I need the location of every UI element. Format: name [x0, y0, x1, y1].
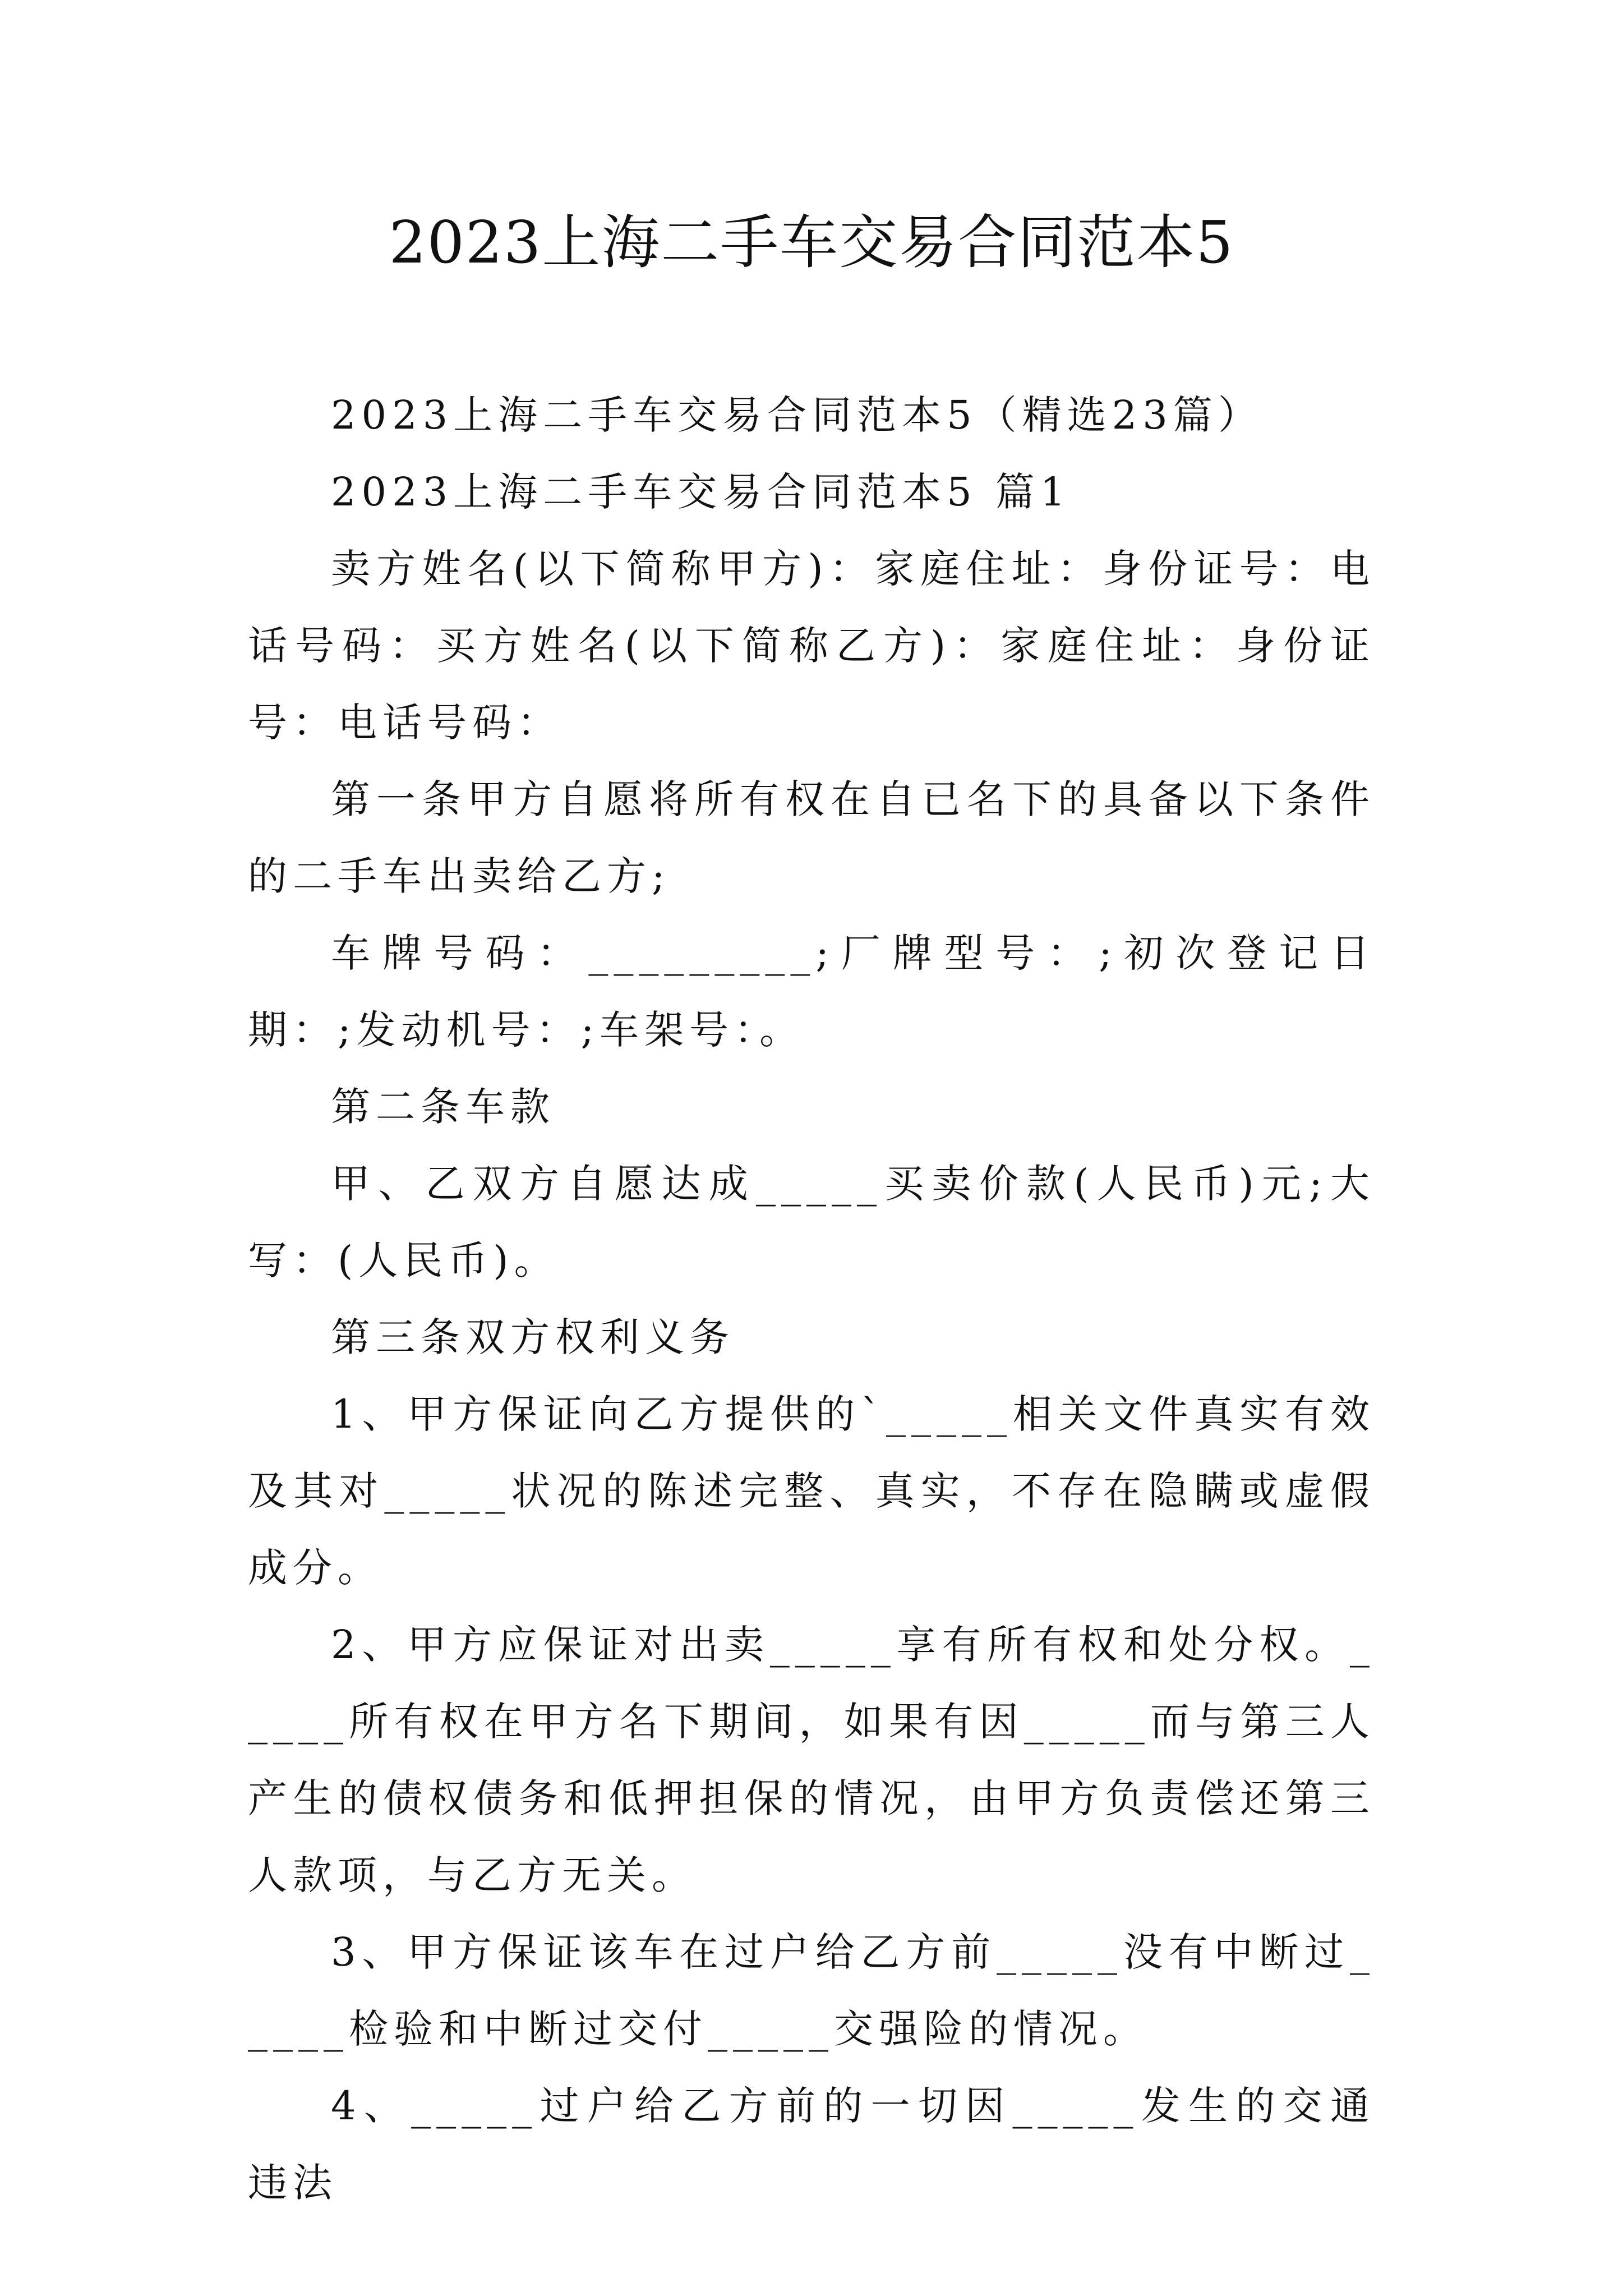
document-subtitle: 2023上海二手车交易合同范本5（精选23篇） — [331, 392, 1263, 438]
party-info-paragraph: 卖方姓名(以下简称甲方)：家庭住址：身份证号：电话号码：买方姓名(以下简称乙方)：家庭住址：身份证号：电话号码： — [248, 546, 1375, 746]
vehicle-info-paragraph: 车牌号码：_________;厂牌型号：;初次登记日期：;发动机号：;车架号：。 — [248, 930, 1375, 1053]
document-title: 2023上海二手车交易合同范本5 — [389, 208, 1234, 277]
price-paragraph: 甲、乙双方自愿达成_____买卖价款(人民币)元;大写：(人民币)。 — [248, 1161, 1375, 1283]
clause-3-paragraph: 3、甲方保证该车在过户给乙方前_____没有中断过_____检验和中断过交付_____交强险的情况。 — [248, 1929, 1375, 2052]
document-body — [248, 377, 1375, 2221]
article-two-heading: 第二条车款 — [331, 1084, 555, 1130]
clause-1-paragraph: 1、甲方保证向乙方提供的`_____相关文件真实有效及其对_____状况的陈述完整、真实，不存在隐瞒或虚假成分。 — [248, 1391, 1375, 1591]
article-three-heading: 第三条双方权利义务 — [331, 1314, 735, 1360]
clause-4-paragraph: 4、_____过户给乙方前的一切因_____发生的交通违法 — [248, 2083, 1375, 2206]
section-heading: 2023上海二手车交易合同范本5 篇1 — [331, 469, 1071, 515]
clause-2-paragraph: 2、甲方应保证对出卖_____享有所有权和处分权。_____所有权在甲方名下期间，如果有因_____而与第三人产生的债权债务和低押担保的情况，由甲方负责偿还第三人款项，与乙方无关。 — [248, 1622, 1375, 1898]
article-one-paragraph: 第一条甲方自愿将所有权在自已名下的具备以下条件的二手车出卖给乙方; — [248, 776, 1375, 899]
